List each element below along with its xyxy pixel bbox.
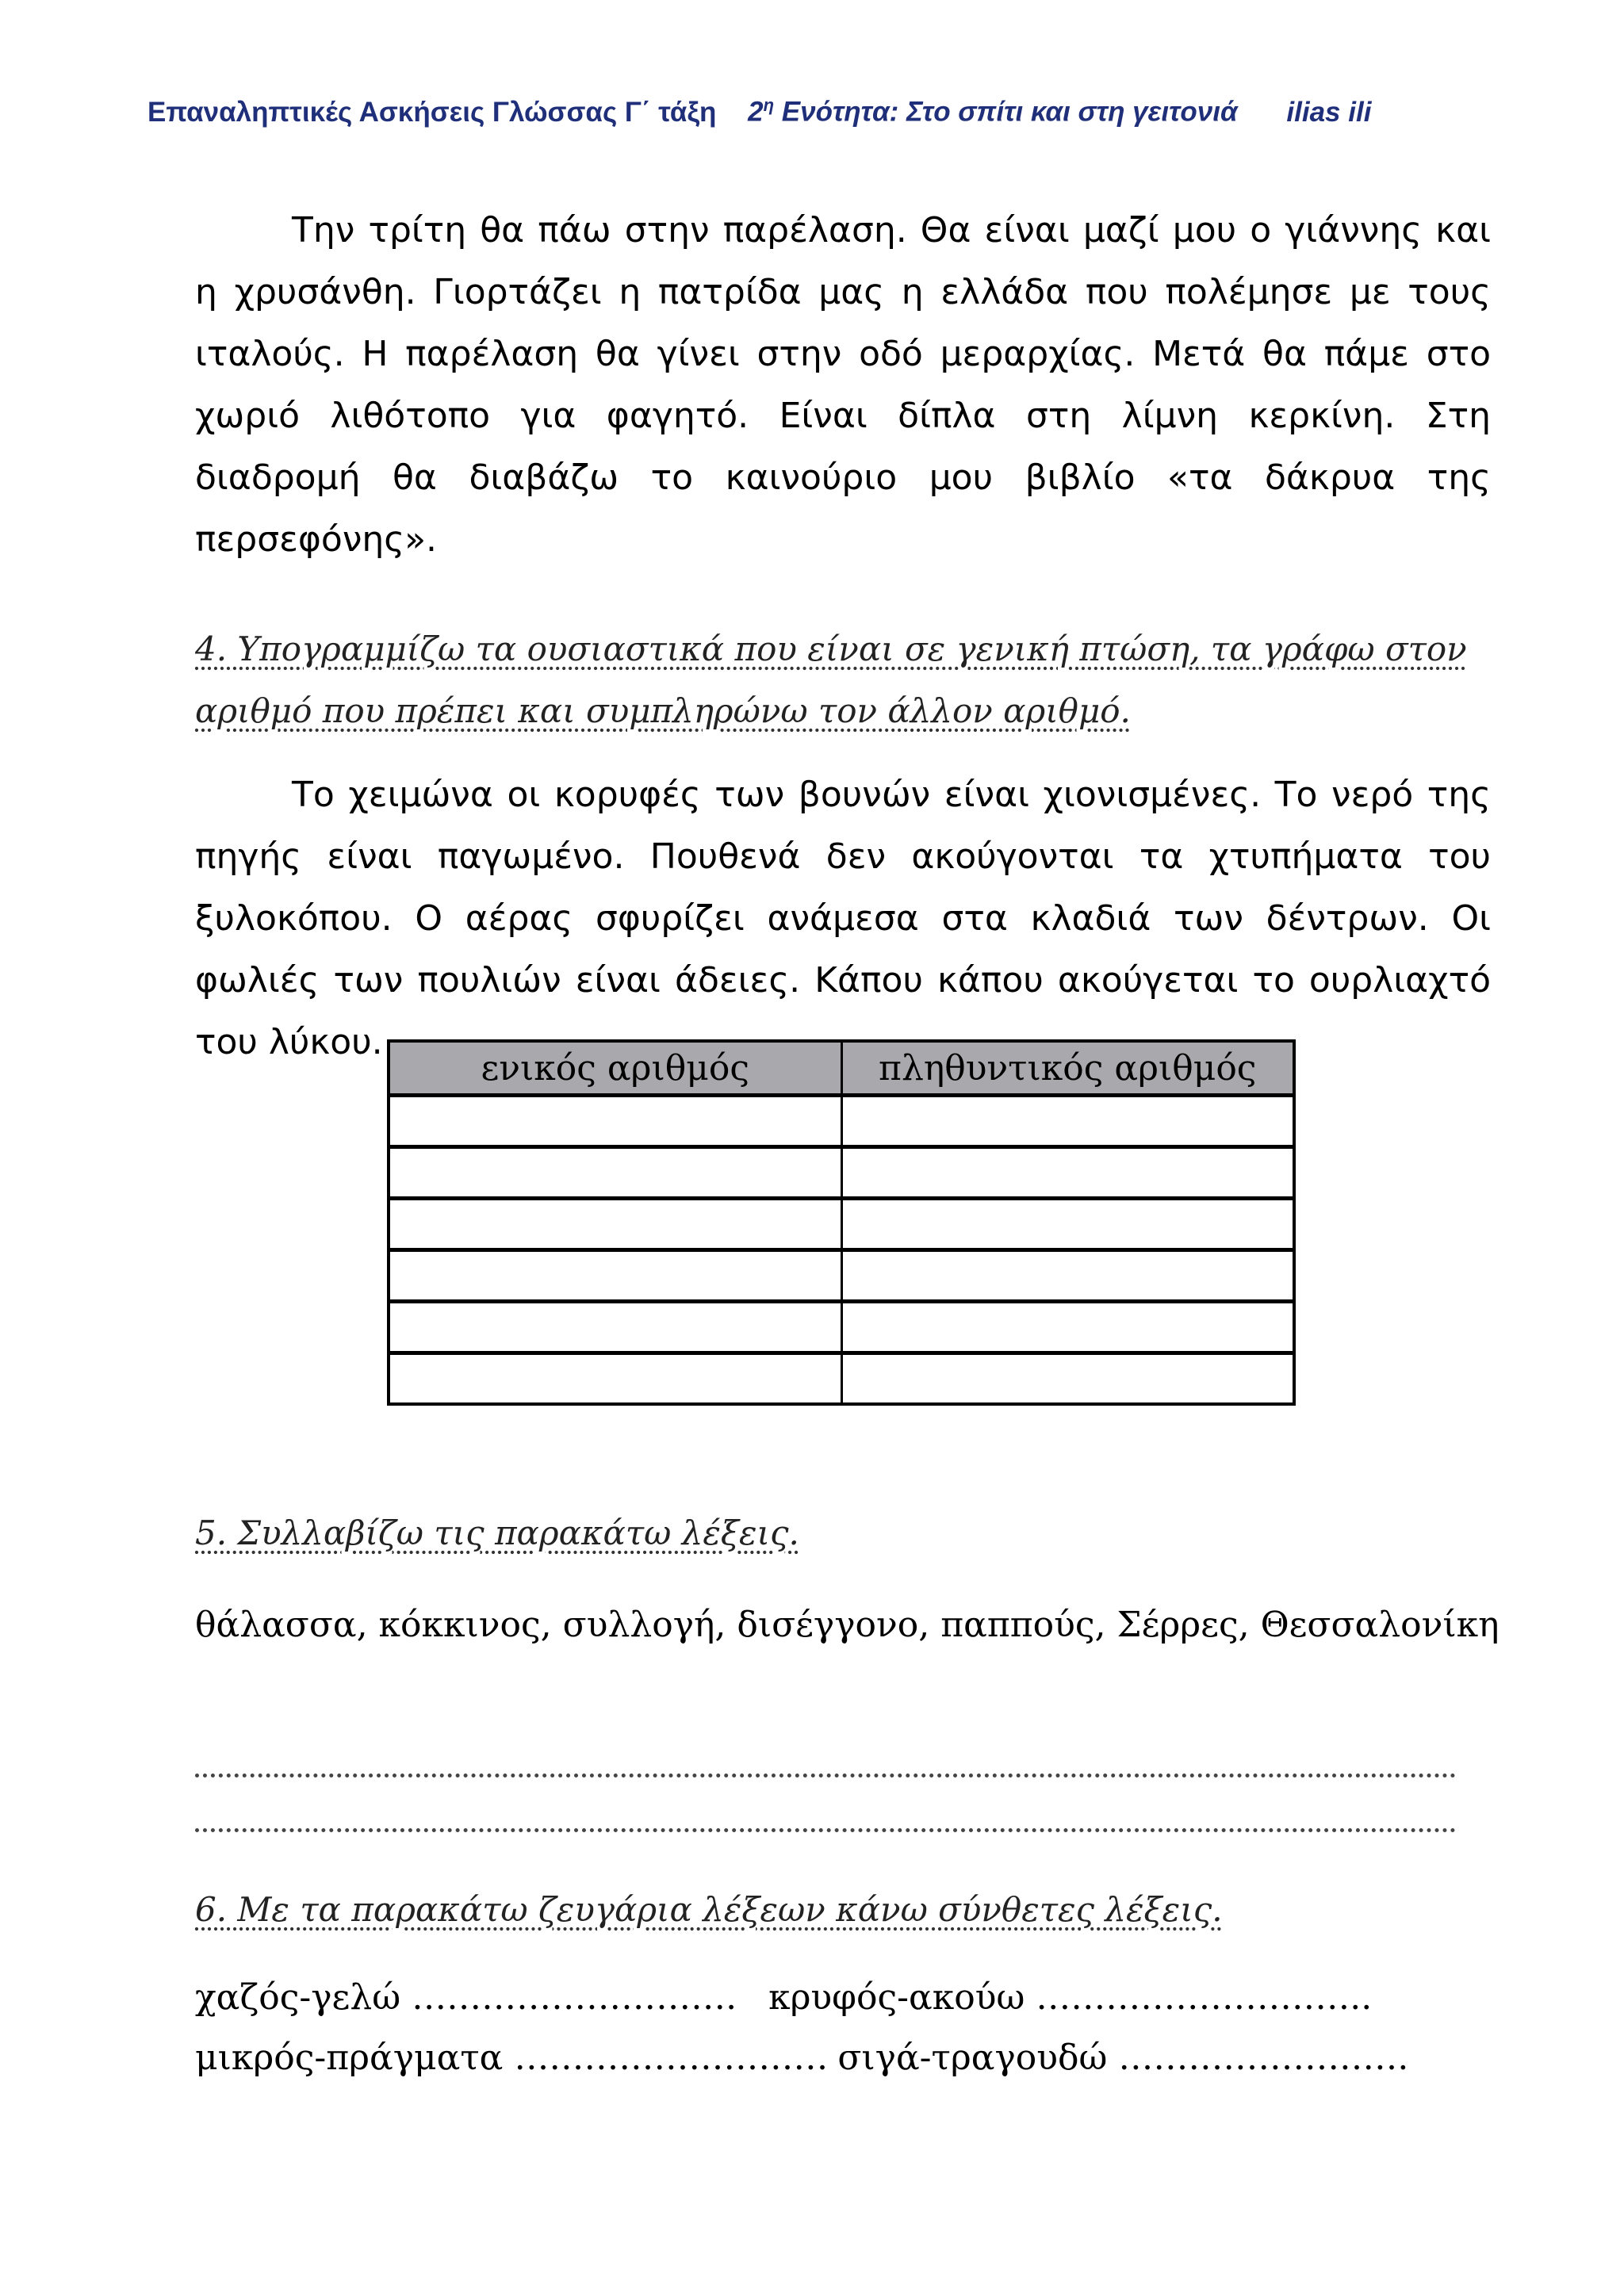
pairs-line-2 [195, 2028, 1511, 2088]
word-pair: μικρός-πράγματα ……………………… [195, 2038, 829, 2078]
answer-line[interactable] [195, 1825, 1456, 1832]
exercise-6-title: 6. Με τα παρακάτω ζευγάρια λέξεων κάνω σύνθετες λέξεις. [195, 1890, 1223, 1929]
word-pair: κρυφός-ακούω ……………………….. [768, 1977, 1373, 2018]
table-row [389, 1095, 1294, 1146]
singular-header: ενικός αριθμός [389, 1041, 841, 1095]
paragraph-parade: Την τρίτη θα πάω στην παρέλαση. Θα είναι μαζί μου ο γιάννης και η χρυσάνθη. Γιορτάζει η πατρίδα μας η ελλάδα που πολέμησε με τους ιταλούς. Η παρέλαση θα γίνει στην οδό μεραρχίας. Μετά θα πάμε στο χωριό λιθότοπο για φαγητό. Είναι δίπλα στη λίμνη κερκίνη. Στη διαδρομή θα διαβάζω το καινούριο μου βιβλίο «τα δάκρυα της περσεφόνης». [195, 210, 1491, 560]
table-row [389, 1353, 1294, 1405]
answer-line[interactable] [195, 1770, 1456, 1777]
plural-cell[interactable] [841, 1095, 1294, 1146]
singular-cell[interactable] [389, 1095, 841, 1146]
exercise-4-text: Το χειμώνα οι κορυφές των βουνών είναι χιονισμένες. Το νερό της πηγής είναι παγωμένο. Πουθενά δεν ακούγονται τα χτυπήματα του ξυλοκόπου. Ο αέρας σφυρίζει ανάμεσα στα κλαδιά των δέντρων. Οι φωλιές των πουλιών είναι άδειες. Κάπου κάπου ακούγεται το ουρλιαχτό του λύκου. [195, 775, 1491, 1062]
header-unit-number: 2 [748, 96, 764, 128]
singular-cell[interactable] [389, 1198, 841, 1249]
header-unit [748, 95, 1238, 128]
singular-cell[interactable] [389, 1353, 841, 1405]
header-unit-title: Ενότητα: Στο σπίτι και στη γειτονιά [774, 96, 1238, 128]
page-header [147, 95, 1511, 128]
table-header-row [389, 1041, 1294, 1095]
pairs-line-1 [195, 1968, 1511, 2028]
singular-cell[interactable] [389, 1249, 841, 1301]
header-unit-sup: η [763, 95, 775, 115]
table-row [389, 1249, 1294, 1301]
exercise-5-title: 5. Συλλαβίζω τις παρακάτω λέξεις. [195, 1513, 799, 1552]
singular-cell[interactable] [389, 1301, 841, 1353]
plural-cell[interactable] [841, 1301, 1294, 1353]
table-row [389, 1198, 1294, 1249]
plural-header: πληθυντικός αριθμός [841, 1041, 1294, 1095]
singular-cell[interactable] [389, 1146, 841, 1198]
header-author: ilias ili [1286, 96, 1372, 128]
table-row [389, 1146, 1294, 1198]
word-pair: σιγά-τραγουδώ ……………………. [837, 2038, 1409, 2078]
plural-cell[interactable] [841, 1249, 1294, 1301]
word-pair: χαζός-γελώ ………………………. [195, 1977, 737, 2018]
exercise-4-title: 4. Υπογραμμίζω τα ουσιαστικά που είναι σε γενική πτώση, τα γράφω στον αριθμό που πρέπει και συμπληρώνω τον άλλον αριθμό. [195, 629, 1467, 730]
header-subject: Επαναληπτικές Ασκήσεις Γλώσσας Γ΄ τάξη [147, 96, 717, 128]
plural-cell[interactable] [841, 1146, 1294, 1198]
table-row [389, 1301, 1294, 1353]
plural-cell[interactable] [841, 1353, 1294, 1405]
exercise-5-words: θάλασσα, κόκκινος, συλλογή, δισέγγονο, παππούς, Σέρρες, Θεσσαλονίκη [195, 1605, 1500, 1645]
exercise-6-pairs [195, 1968, 1511, 2088]
noun-number-table [387, 1039, 1296, 1406]
plural-cell[interactable] [841, 1198, 1294, 1249]
